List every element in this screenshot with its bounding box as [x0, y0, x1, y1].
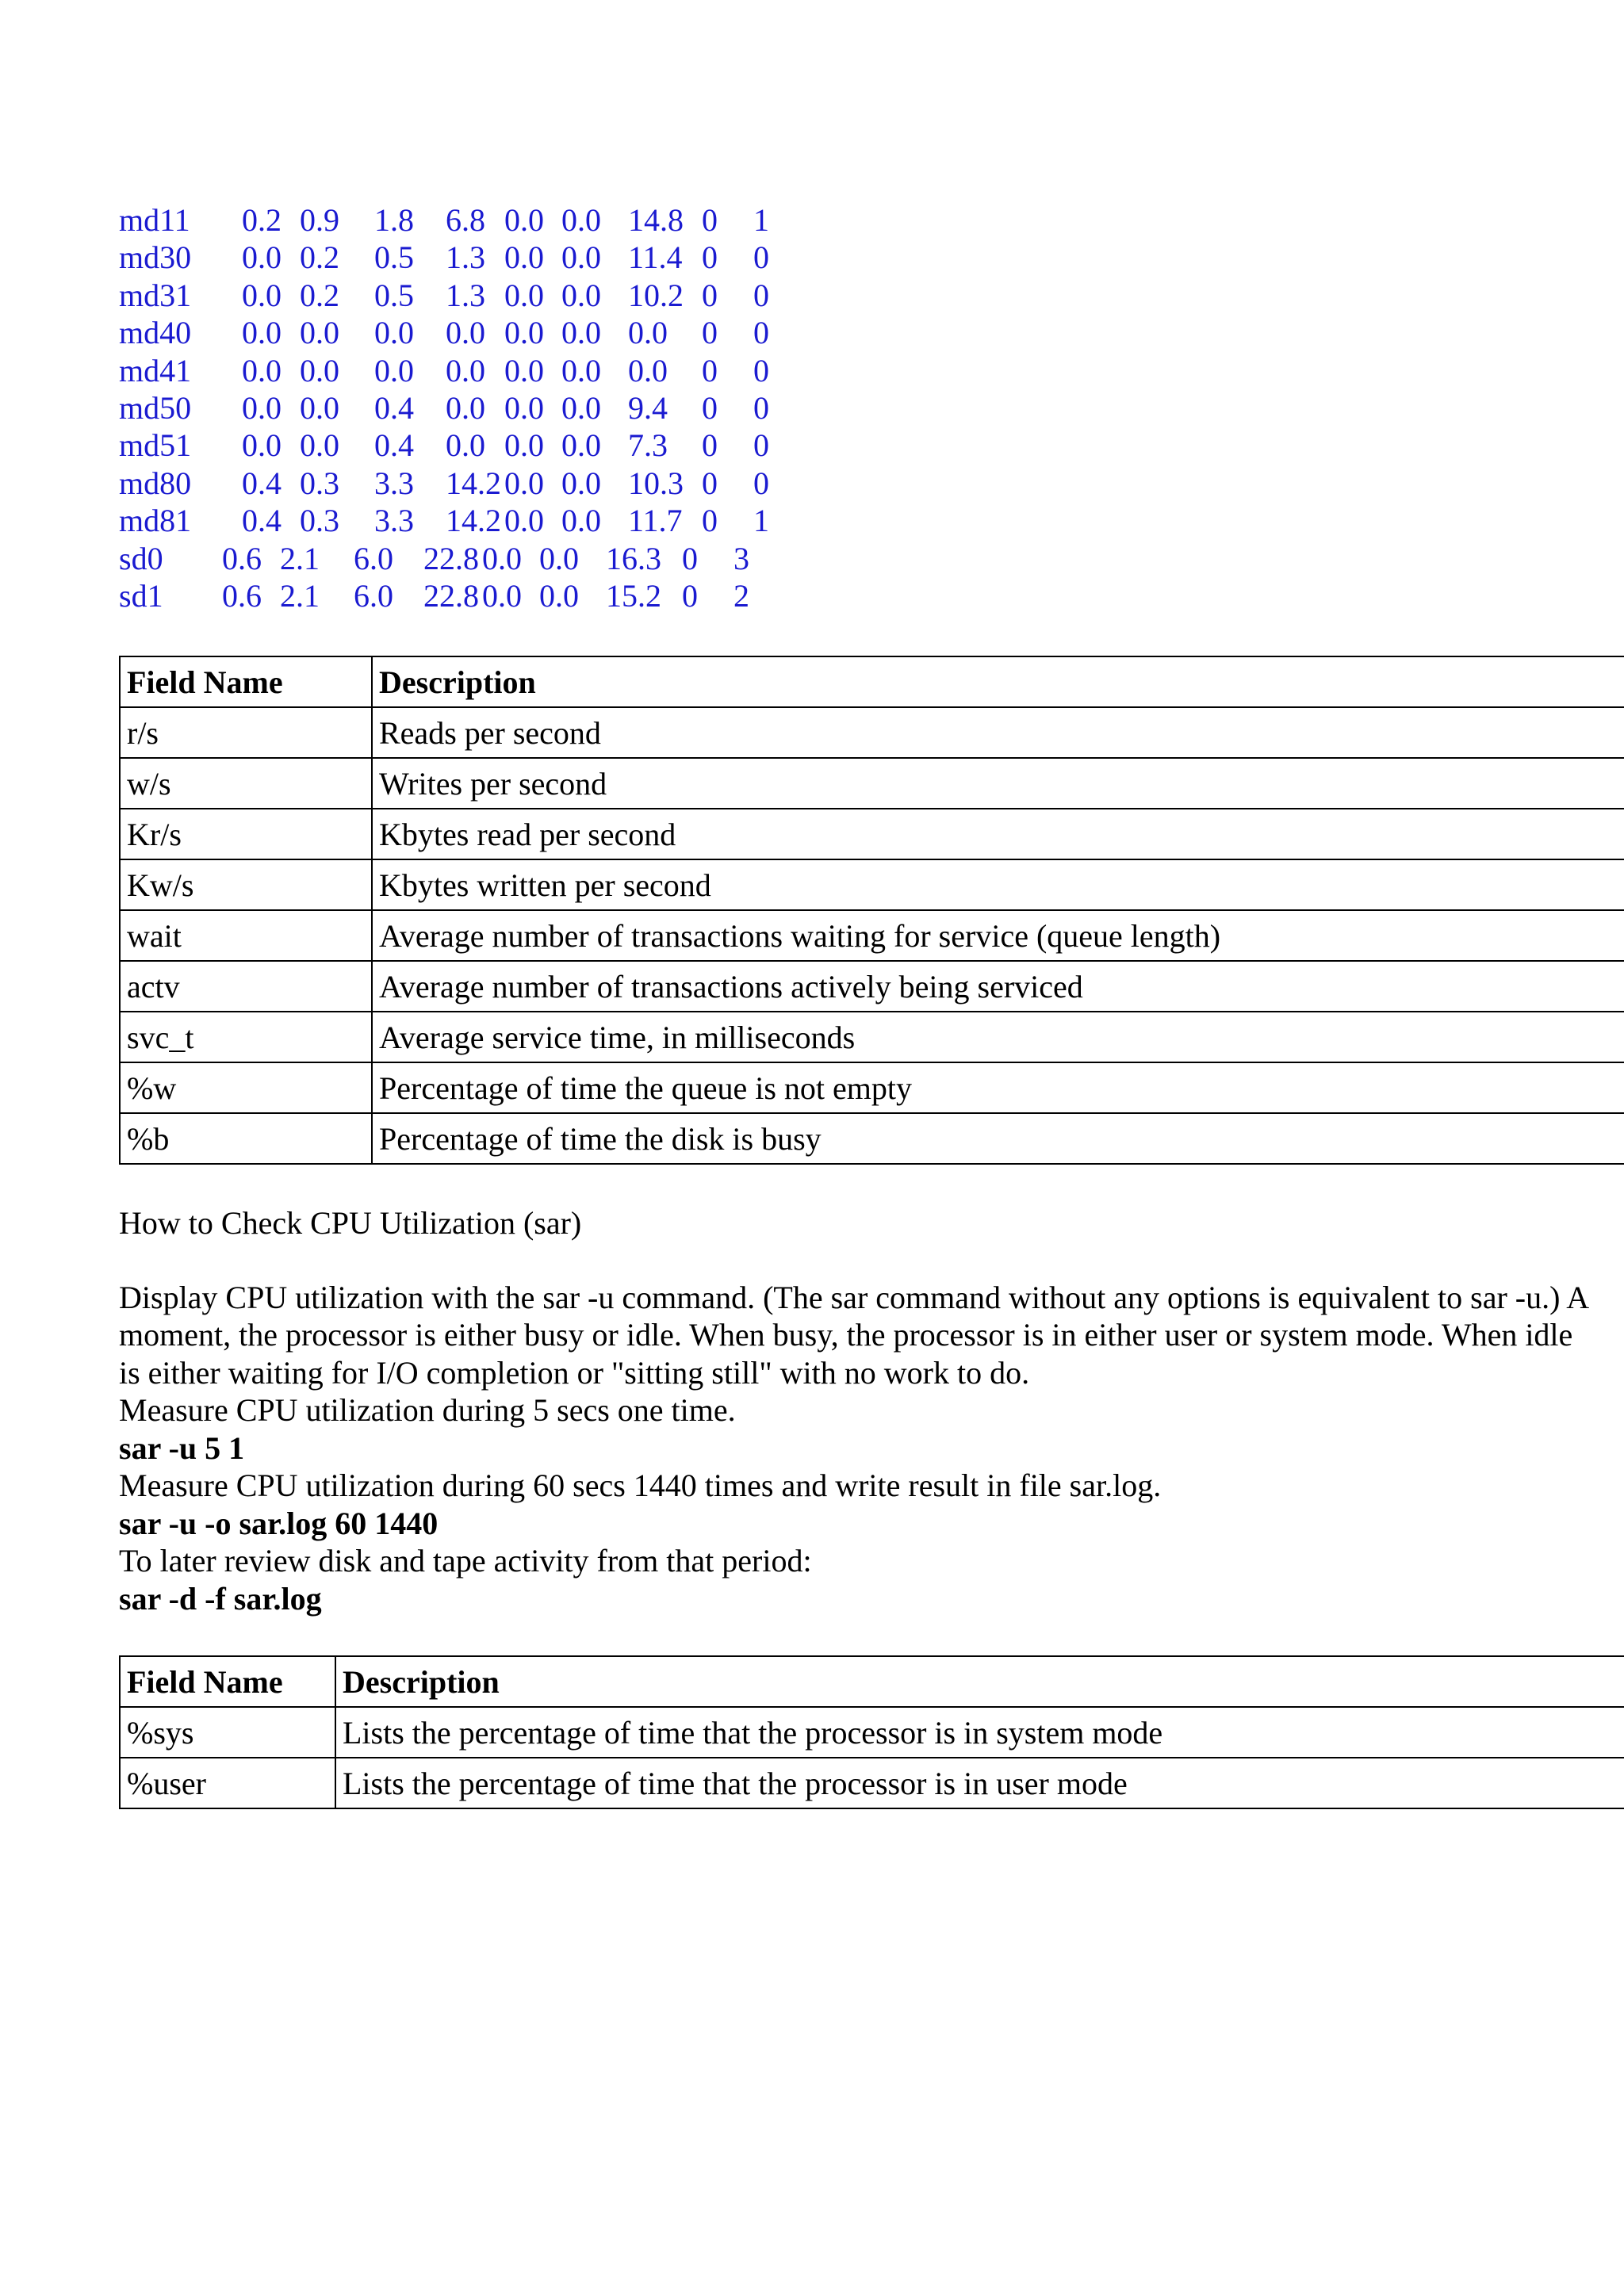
iostat-value: 0.0	[242, 277, 282, 313]
field-name-cell: actv	[120, 961, 372, 1012]
intro-line: is either waiting for I/O completion or "sitting still" with no work to do.	[119, 1354, 1030, 1391]
table-row	[120, 707, 1624, 758]
iostat-value: 0	[702, 352, 718, 388]
device-name: md40	[119, 315, 192, 351]
table-row	[120, 961, 1624, 1012]
iostat-value: 0.2	[300, 277, 339, 313]
iostat-row	[119, 314, 1624, 351]
description-cell: Average service time, in milliseconds	[372, 1012, 1624, 1062]
field-name-cell: Kr/s	[120, 809, 372, 859]
iostat-value: 0	[753, 315, 769, 351]
iostat-value: 6.8	[446, 202, 485, 238]
review-text: To later review disk and tape activity from that period:	[119, 1543, 812, 1579]
iostat-value: 7.3	[628, 427, 668, 464]
iostat-value: 0.0	[628, 315, 668, 351]
iostat-value: 0	[702, 465, 718, 501]
device-name: md30	[119, 239, 192, 276]
iostat-value: 15.2	[606, 577, 661, 614]
iostat-value: 0.0	[446, 427, 485, 464]
iostat-value: 0.0	[300, 315, 339, 351]
field-name-cell: r/s	[120, 707, 372, 758]
field-name-cell: wait	[120, 910, 372, 961]
iostat-value: 0.4	[374, 427, 414, 464]
description-cell: Percentage of time the queue is not empty	[372, 1062, 1624, 1113]
iostat-value: 14.8	[628, 202, 684, 238]
iostat-value: 0.0	[242, 389, 282, 426]
iostat-value: 1	[753, 503, 769, 539]
table-row	[120, 1707, 1624, 1758]
iostat-value: 0	[753, 239, 769, 276]
iostat-value: 11.7	[628, 503, 683, 539]
iostat-row	[119, 389, 1624, 427]
iostat-value: 1	[753, 202, 769, 238]
iostat-value: 0.0	[504, 352, 544, 388]
iostat-value: 0.0	[561, 277, 601, 313]
description-cell: Percentage of time the disk is busy	[372, 1113, 1624, 1164]
field-name-cell: svc_t	[120, 1012, 372, 1062]
device-name: md41	[119, 352, 192, 388]
iostat-value: 0	[682, 577, 698, 614]
iostat-value: 0.2	[300, 239, 339, 276]
iostat-row	[119, 277, 1624, 314]
field-name-cell: Kw/s	[120, 859, 372, 910]
iostat-value: 0	[753, 427, 769, 464]
iostat-value: 0.0	[504, 202, 544, 238]
iostat-value: 0.4	[242, 465, 282, 501]
iostat-value: 22.8	[423, 577, 479, 614]
device-name: sd1	[119, 577, 163, 614]
iostat-value: 14.2	[446, 465, 501, 501]
intro-paragraph	[119, 1279, 1624, 1392]
iostat-row	[119, 502, 1624, 539]
iostat-value: 0.5	[374, 239, 414, 276]
iostat-value: 6.0	[354, 577, 393, 614]
description-cell: Kbytes written per second	[372, 859, 1624, 910]
measure-once-text: Measure CPU utilization during 5 secs one time.	[119, 1392, 736, 1429]
device-name: md31	[119, 277, 192, 313]
iostat-value: 0.4	[242, 503, 282, 539]
iostat-value: 0.0	[374, 315, 414, 351]
iostat-value: 0.0	[561, 352, 601, 388]
iostat-value: 0	[702, 315, 718, 351]
iostat-value: 0.3	[300, 503, 339, 539]
iostat-value: 0.0	[504, 315, 544, 351]
iostat-value: 0.0	[561, 427, 601, 464]
iostat-value: 0.0	[561, 465, 601, 501]
iostat-value: 1.3	[446, 239, 485, 276]
iostat-value: 16.3	[606, 540, 661, 576]
iostat-value: 3.3	[374, 465, 414, 501]
iostat-value: 0.0	[504, 239, 544, 276]
iostat-value: 0.3	[300, 465, 339, 501]
description-cell: Reads per second	[372, 707, 1624, 758]
iostat-value: 0.0	[561, 239, 601, 276]
iostat-value: 0.0	[300, 389, 339, 426]
iostat-output	[119, 201, 1624, 614]
table-row	[120, 859, 1624, 910]
iostat-value: 0	[682, 540, 698, 576]
iostat-value: 0.0	[300, 427, 339, 464]
iostat-value: 0	[753, 465, 769, 501]
iostat-value: 0	[702, 503, 718, 539]
field-name-cell: %w	[120, 1062, 372, 1113]
iostat-value: 2.1	[280, 540, 320, 576]
section-title: How to Check CPU Utilization (sar)	[119, 1205, 582, 1242]
table-row	[120, 910, 1624, 961]
field-name-cell: %b	[120, 1113, 372, 1164]
iostat-value: 0.0	[446, 389, 485, 426]
header-field-name: Field Name	[120, 1656, 335, 1707]
device-name: md81	[119, 503, 192, 539]
sar-fields-table	[119, 1655, 1624, 1809]
table-header-row	[120, 656, 1624, 707]
iostat-value: 0.6	[222, 577, 262, 614]
table-row	[120, 1758, 1624, 1808]
iostat-value: 0	[702, 389, 718, 426]
iostat-value: 0	[702, 427, 718, 464]
iostat-value: 10.2	[628, 277, 684, 313]
table-row	[120, 1062, 1624, 1113]
iostat-value: 1.3	[446, 277, 485, 313]
iostat-value: 0.2	[242, 202, 282, 238]
iostat-value: 0.0	[374, 352, 414, 388]
iostat-row	[119, 239, 1624, 276]
iostat-value: 0.0	[504, 503, 544, 539]
device-name: md80	[119, 465, 192, 501]
iostat-value: 6.0	[354, 540, 393, 576]
device-name: md11	[119, 202, 190, 238]
table-header-row	[120, 1656, 1624, 1707]
header-description: Description	[335, 1656, 1624, 1707]
description-cell: Lists the percentage of time that the processor is in system mode	[335, 1707, 1624, 1758]
iostat-row	[119, 201, 1624, 239]
iostat-value: 3.3	[374, 503, 414, 539]
iostat-value: 1.8	[374, 202, 414, 238]
iostat-value: 0	[753, 352, 769, 388]
field-name-cell: w/s	[120, 758, 372, 809]
iostat-value: 0.0	[561, 315, 601, 351]
field-name-cell: %user	[120, 1758, 335, 1808]
iostat-value: 0.0	[446, 352, 485, 388]
iostat-value: 0.0	[539, 577, 579, 614]
iostat-value: 0.0	[561, 202, 601, 238]
iostat-value: 0.5	[374, 277, 414, 313]
iostat-value: 0.6	[222, 540, 262, 576]
table-row	[120, 1012, 1624, 1062]
iostat-value: 3	[733, 540, 749, 576]
iostat-value: 10.3	[628, 465, 684, 501]
command-review: sar -d -f sar.log	[119, 1580, 322, 1617]
iostat-value: 0.0	[504, 277, 544, 313]
iostat-value: 0.0	[482, 540, 522, 576]
device-name: sd0	[119, 540, 163, 576]
iostat-value: 0.0	[242, 352, 282, 388]
iostat-value: 0.0	[300, 352, 339, 388]
header-field-name: Field Name	[120, 656, 372, 707]
iostat-value: 22.8	[423, 540, 479, 576]
iostat-value: 11.4	[628, 239, 683, 276]
intro-line: moment, the processor is either busy or idle. When busy, the processor is in either user or system mode. When idle	[119, 1317, 1573, 1353]
iostat-row	[119, 427, 1624, 464]
iostat-value: 0.4	[374, 389, 414, 426]
description-cell: Average number of transactions actively being serviced	[372, 961, 1624, 1012]
device-name: md50	[119, 389, 192, 426]
iostat-row	[119, 352, 1624, 389]
header-description: Description	[372, 656, 1624, 707]
table-row	[120, 809, 1624, 859]
iostat-value: 0.0	[504, 465, 544, 501]
iostat-value: 2	[733, 577, 749, 614]
iostat-value: 0	[753, 277, 769, 313]
intro-line: Display CPU utilization with the sar -u command. (The sar command without any options is equivalent to sar -u.) A	[119, 1279, 1590, 1315]
iostat-row	[119, 540, 1624, 577]
field-name-cell: %sys	[120, 1707, 335, 1758]
table-row	[120, 1113, 1624, 1164]
iostat-value: 0.0	[242, 239, 282, 276]
description-cell: Average number of transactions waiting for service (queue length)	[372, 910, 1624, 961]
measure-log-text: Measure CPU utilization during 60 secs 1440 times and write result in file sar.log.	[119, 1468, 1162, 1504]
iostat-fields-table	[119, 656, 1624, 1165]
command-log: sar -u -o sar.log 60 1440	[119, 1505, 439, 1541]
iostat-value: 14.2	[446, 503, 501, 539]
iostat-value: 0.0	[539, 540, 579, 576]
iostat-value: 0.0	[561, 503, 601, 539]
description-cell: Writes per second	[372, 758, 1624, 809]
iostat-value: 0.0	[242, 427, 282, 464]
iostat-row	[119, 577, 1624, 614]
device-name: md51	[119, 427, 192, 464]
iostat-value: 9.4	[628, 389, 668, 426]
iostat-value: 0	[702, 202, 718, 238]
iostat-value: 2.1	[280, 577, 320, 614]
description-cell: Kbytes read per second	[372, 809, 1624, 859]
table-row	[120, 758, 1624, 809]
iostat-value: 0	[702, 239, 718, 276]
iostat-value: 0.0	[561, 389, 601, 426]
command-once: sar -u 5 1	[119, 1429, 245, 1466]
iostat-value: 0.9	[300, 202, 339, 238]
iostat-value: 0.0	[504, 389, 544, 426]
iostat-row	[119, 465, 1624, 502]
iostat-value: 0.0	[242, 315, 282, 351]
document-page	[119, 201, 1624, 1809]
iostat-value: 0.0	[482, 577, 522, 614]
iostat-value: 0.0	[504, 427, 544, 464]
iostat-value: 0	[702, 277, 718, 313]
iostat-value: 0.0	[628, 352, 668, 388]
iostat-value: 0	[753, 389, 769, 426]
iostat-value: 0.0	[446, 315, 485, 351]
description-cell: Lists the percentage of time that the processor is in user mode	[335, 1758, 1624, 1808]
